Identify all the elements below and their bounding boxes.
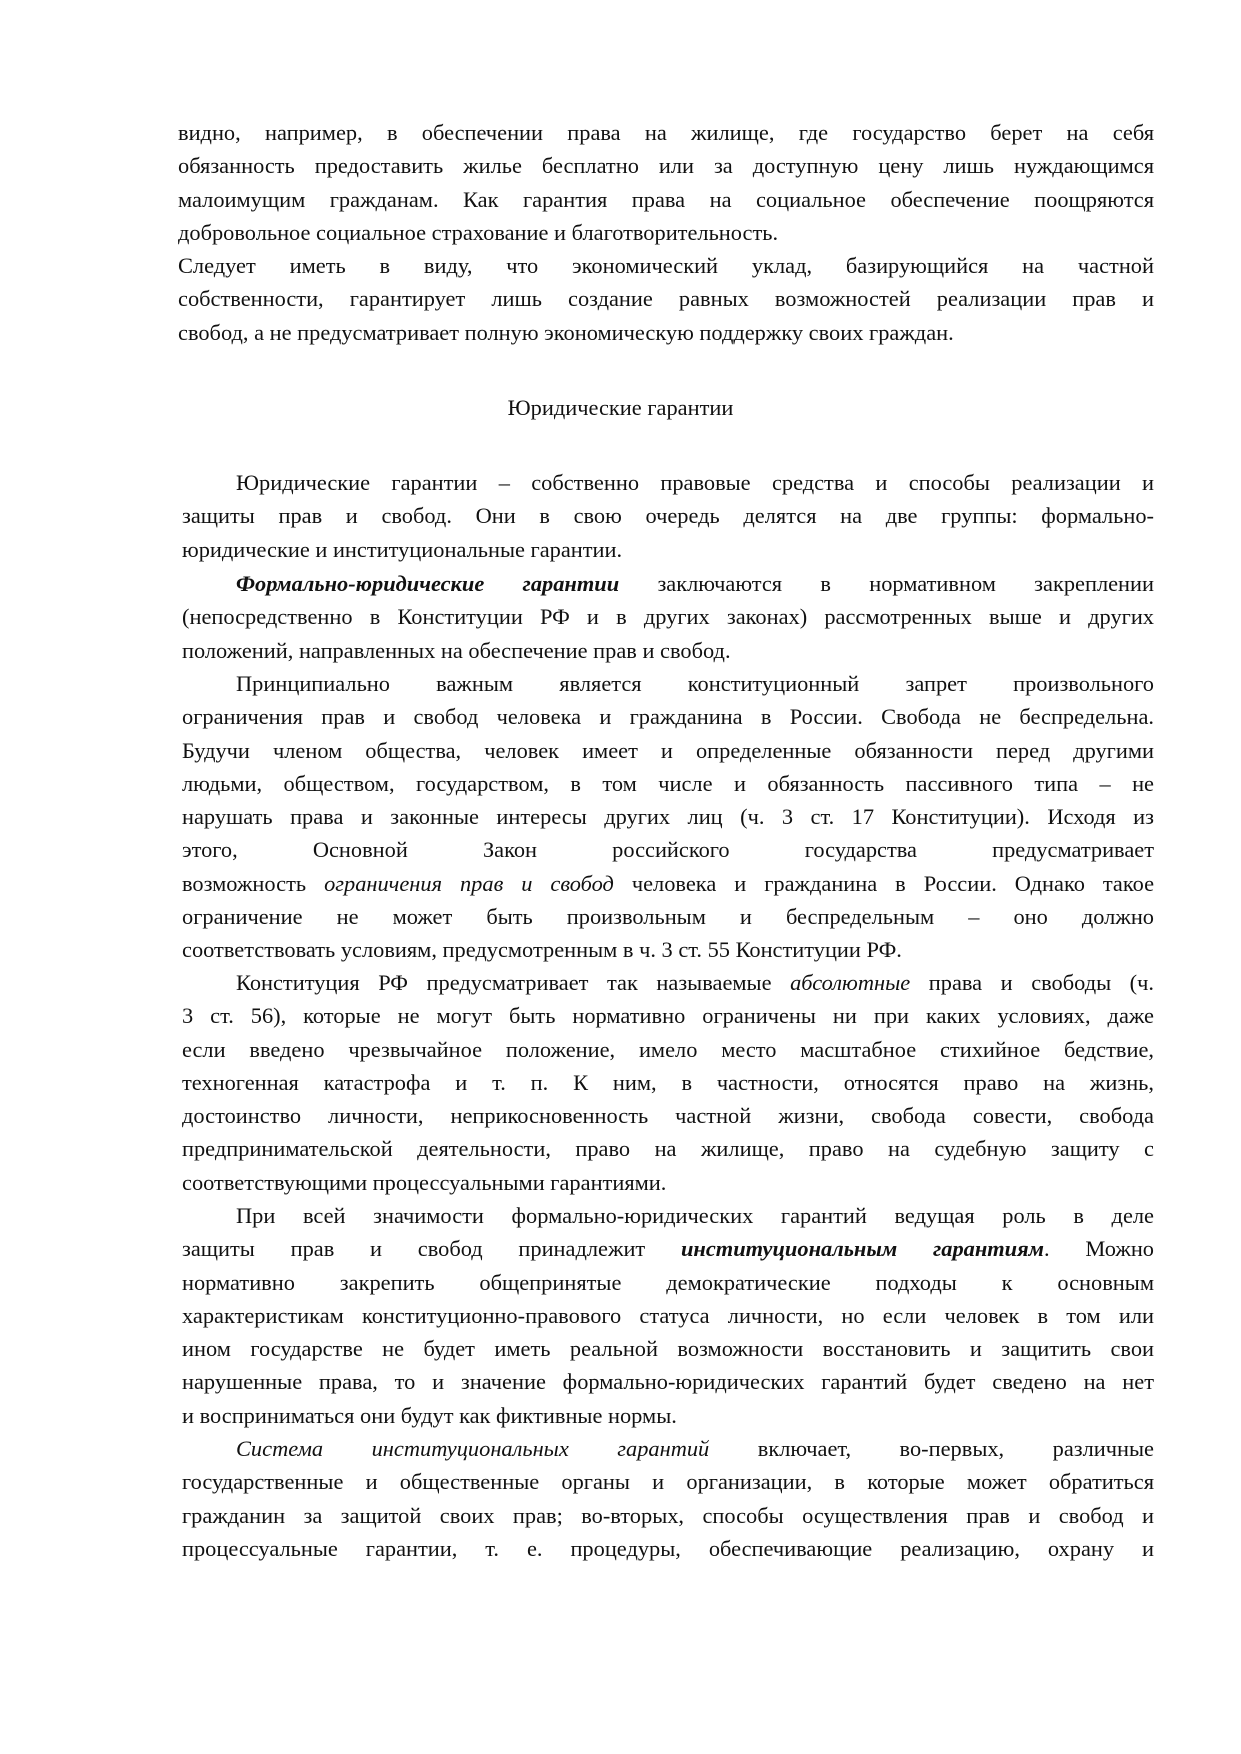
text-line: Следует иметь в виду, что экономический уклад, базирующийся на частной [178,253,1154,278]
text-line: предпринимательской деятельности, право на жилище, право на судебную защиту с [182,1136,1154,1162]
text-fragment: защиты прав и свобод принадлежит [182,1236,681,1262]
text-line: Принципиально важным является конституционный запрет произвольного [236,671,1154,696]
text-line: соответствовать условиям, предусмотренным в ч. 3 ст. 55 Конституции РФ. [182,937,902,963]
text-line: государственные и общественные органы и организации, в которые может обратиться [182,1469,1154,1495]
section-heading: Юридические гарантии [507,395,734,420]
text-fragment: человека и гражданина в России. Однако такое [613,870,1155,896]
text-line [182,567,1154,600]
text-fragment: заключаются в нормативном закреплении [619,571,1154,596]
text-fragment: возможность [182,870,325,896]
text-line: обязанность предоставить жилье бесплатно или за доступную цену лишь нуждающимся [178,153,1154,179]
text-line: Юридические гарантии – собственно правовые средства и способы реализации и [236,470,1154,495]
text-line: нормативно закрепить общепринятые демократические подходы к основным [182,1269,1154,1295]
text-line [182,966,1154,999]
paragraph-legal-guarantees [182,466,1154,566]
text-line: собственности, гарантирует лишь создание равных возможностей реализации прав и [178,286,1154,312]
text-line: 3 ст. 56), которые не могут быть нормативно ограничены ни при каких условиях, даже [182,1003,1154,1029]
text-line: этого, Основной Закон российского государства предусматривает [182,837,1154,863]
text-line: (непосредственно в Конституции РФ и в других законах) рассмотренных выше и других [182,604,1154,630]
text-line: юридические и институциональные гарантии. [182,536,623,562]
term-formal-legal: Формально-юридические гарантии [236,571,620,596]
text-line: процессуальные гарантии, т. е. процедуры, обеспечивающие реализацию, охрану и [182,1535,1154,1561]
term-institutional: институциональным гарантиям [680,1236,1045,1262]
text-line: защиты прав и свобод. Они в свою очередь делятся на две группы: формально- [182,503,1154,529]
text-line: достоинство личности, неприкосновенность частной жизни, свобода совести, свобода [182,1103,1154,1129]
note-paragraph [178,249,1154,349]
text-line: положений, направленных на обеспечение прав и свобод. [182,637,731,663]
paragraph-restriction [182,667,1154,967]
text-line [182,867,1154,900]
text-line: соответствующими процессуальными гарантиями. [182,1169,667,1195]
text-line: если введено чрезвычайное положение, имело место масштабное стихийное бедствие, [182,1036,1154,1062]
paragraph-absolute-rights [182,966,1154,1199]
italic-phrase: ограничения прав и свобод [324,870,614,896]
text-line: При всей значимости формально-юридических гарантий ведущая роль в деле [236,1203,1154,1228]
text-line [182,1432,1154,1465]
text-fragment: включает, во-первых, различные [709,1436,1154,1461]
text-line: характеристикам конституционно-правового статуса личности, но если человек в том или [182,1302,1154,1328]
paragraph-formal-legal [182,567,1154,667]
text-line: нарушать права и законные интересы других лиц (ч. 3 ст. 17 Конституции). Исходя из [182,804,1154,830]
text-line: ином государстве не будет иметь реальной возможности восстановить и защитить свои [182,1336,1154,1362]
text-line: малоимущим гражданам. Как гарантия права на социальное обеспечение поощряются [178,186,1154,212]
text-line: Будучи членом общества, человек имеет и определенные обязанности перед другими [182,737,1154,763]
text-line: гражданин за защитой своих прав; во-вторых, способы осуществления прав и свобод и [182,1502,1154,1528]
text-line: видно, например, в обеспечении права на жилище, где государство берет на себя [178,120,1154,145]
italic-phrase: абсолютные [790,970,911,995]
paragraph-system [182,1432,1154,1565]
continuation-paragraph [178,116,1154,249]
paragraph-institutional [182,1199,1154,1432]
text-fragment: Конституция РФ предусматривает так называемые [236,970,791,995]
text-line: добровольное социальное страхование и благотворительность. [178,219,779,245]
text-line: техногенная катастрофа и т. п. К ним, в частности, относятся право на жизнь, [182,1069,1154,1095]
text-fragment: права и свободы (ч. [910,970,1154,995]
text-line: ограничение не может быть произвольным и беспредельным – оно должно [182,904,1154,930]
text-line: ограничения прав и свобод человека и гражданина в России. Свобода не беспредельна. [182,704,1154,730]
text-fragment: . Можно [1044,1236,1155,1262]
text-line: нарушенные права, то и значение формально-юридических гарантий будет сведено на нет [182,1369,1154,1395]
text-line: свобод, а не предусматривает полную экономическую поддержку своих граждан. [178,319,954,345]
italic-term: Система институциональных гарантий [236,1436,710,1461]
text-line [182,1232,1154,1265]
text-line: и восприниматься они будут как фиктивные нормы. [182,1402,677,1428]
text-line: людьми, обществом, государством, в том числе и обязанность пассивного типа – не [182,770,1154,796]
